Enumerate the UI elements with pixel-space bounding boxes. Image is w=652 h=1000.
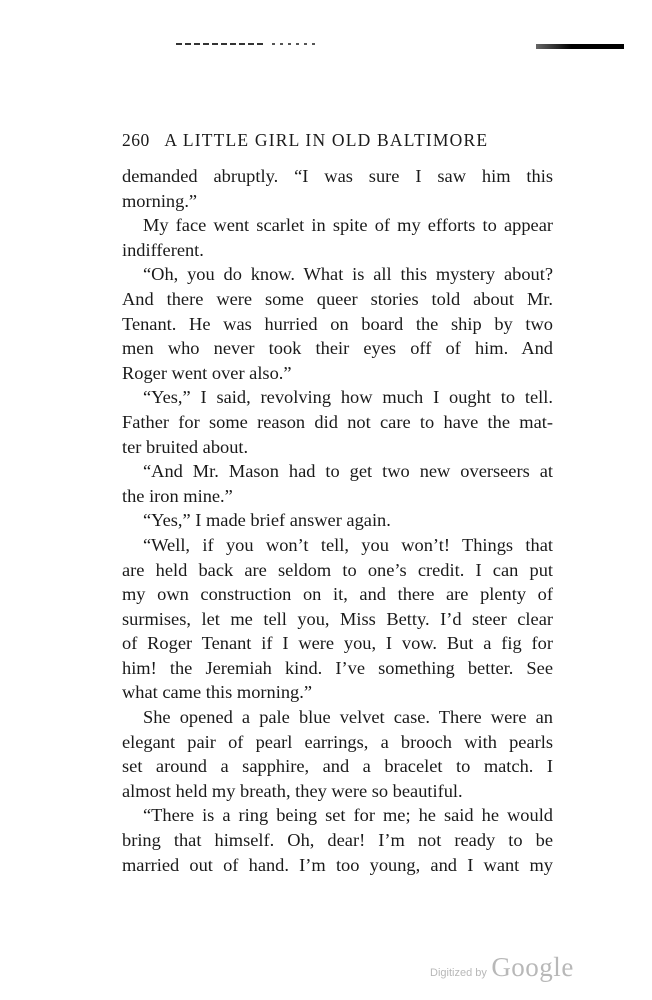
text-line: the iron mine.”: [122, 485, 233, 506]
text-line: my own construction on it, and there are plenty of: [122, 584, 553, 605]
text-line: “Well, if you won’t tell, you won’t! Things that: [143, 534, 553, 555]
digitization-watermark: [430, 952, 574, 983]
text-line: “Yes,” I made brief answer again.: [143, 510, 391, 531]
scan-artifact-top-right: [536, 44, 624, 49]
text-line: him! the Jeremiah kind. I’ve something better. See: [122, 657, 553, 678]
running-title: A LITTLE GIRL IN OLD BALTIMORE: [164, 130, 489, 150]
text-line: demanded abruptly. “I was sure I saw him this: [122, 166, 553, 186]
text-line: men who never took their eyes off of him. And: [122, 338, 553, 359]
text-line: what came this morning.”: [122, 682, 312, 703]
scan-artifact-top-left-dots: [272, 43, 318, 45]
text-line: set around a sapphire, and a bracelet to match. I: [122, 756, 553, 777]
text-line: are held back are seldom to one’s credit. I can put: [122, 559, 553, 580]
text-line: bring that himself. Oh, dear! I’m not ready to be: [122, 830, 553, 851]
page-number: 260: [122, 130, 150, 150]
text-line: almost held my breath, they were so beautiful.: [122, 780, 463, 801]
text-line: “And Mr. Mason had to get two new overseers at: [143, 461, 553, 482]
text-line: indifferent.: [122, 239, 204, 260]
text-line: “Oh, you do know. What is all this mystery about?: [143, 264, 553, 285]
text-line: “Yes,” I said, revolving how much I ought to tell.: [143, 387, 553, 408]
text-line: surmises, let me tell you, Miss Betty. I’d steer clear: [122, 608, 553, 629]
text-line: of Roger Tenant if I were you, I vow. But a fig for: [122, 633, 553, 654]
text-line: “There is a ring being set for me; he said he would: [143, 805, 553, 826]
text-line: ter bruited about.: [122, 436, 249, 457]
watermark-prefix: Digitized by: [430, 967, 487, 979]
scan-artifact-top-left: [176, 43, 266, 45]
text-line: And there were some queer stories told about Mr.: [122, 288, 553, 309]
text-line: Roger went over also.”: [122, 362, 292, 383]
watermark-brand: Google: [491, 952, 574, 982]
body-text: [122, 164, 553, 877]
running-head: [122, 130, 552, 151]
text-line: elegant pair of pearl earrings, a brooch with pearls: [122, 731, 553, 752]
text-line: Tenant. He was hurried on board the ship by two: [122, 313, 553, 334]
text-line: Father for some reason did not care to have the mat-: [122, 411, 553, 432]
text-line: morning.”: [122, 190, 198, 211]
text-line: married out of hand. I’m too young, and I want my: [122, 854, 553, 875]
text-line: My face went scarlet in spite of my efforts to appear: [143, 215, 553, 236]
text-line: She opened a pale blue velvet case. There were an: [143, 707, 553, 728]
